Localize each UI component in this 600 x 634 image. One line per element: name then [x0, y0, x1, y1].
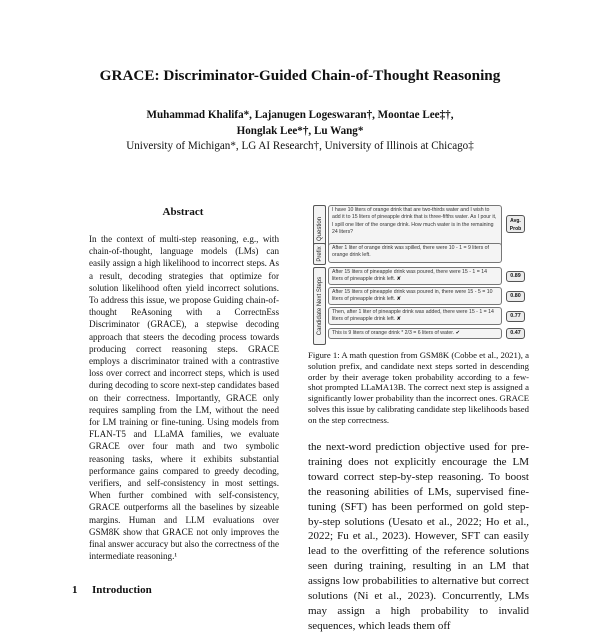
candidate-score-3: 0.77: [506, 311, 525, 322]
section-heading-introduction: [72, 584, 152, 596]
candidate-box-3: [328, 307, 502, 325]
candidate-score-4: 0.47: [506, 328, 525, 339]
question-label: Question: [316, 216, 323, 242]
abstract-text: [89, 233, 279, 562]
abstract-heading: Abstract: [162, 206, 204, 218]
candidate-text-3: Then, after 1 liter of pineapple drink was added, there were 15 - 1 = 14 liters of pineapple drink left.: [332, 309, 494, 323]
correct-mark-icon: ✔: [455, 330, 460, 336]
authors-line-1: Muhammad Khalifa*, Lajanugen Logeswaran†, Moontae Lee‡†,: [146, 109, 454, 121]
question-box: I have 10 liters of orange drink that are two-thirds water and I wish to add it to 15 liters of pineapple drink that is three-fifths water. As I pour it, I spill one liter of the orange drink. How much water is in the remaining 24 liters?: [328, 205, 502, 251]
prefix-tag: [313, 243, 326, 265]
candidate-text-1: After 15 liters of pineapple drink was poured, there were 15 - 1 = 14 liters of pineapple drink left.: [332, 269, 487, 283]
candidate-box-2: [328, 287, 502, 305]
section-title: Introduction: [92, 584, 152, 596]
prefix-label: Prefix: [316, 246, 323, 262]
affiliations: University of Michigan*, LG AI Research†, University of Illinois at Chicago‡: [126, 140, 474, 152]
candidate-box-4: [328, 328, 502, 339]
prefix-box: After 1 liter of orange drink was spilled, there were 10 - 1 = 9 liters of orange drink left.: [328, 243, 502, 263]
incorrect-mark-icon: ✘: [396, 276, 401, 283]
authors-line-2: Honglak Lee*†, Lu Wang*: [236, 124, 364, 137]
section-number: 1: [72, 584, 78, 596]
candidate-score-1: 0.89: [506, 271, 525, 282]
candidates-tag: [313, 267, 326, 345]
body-paragraph: the next-word prediction objective used for pre-training does not explicitly encourage the LM toward correct step-by-step reasoning. To boost the reasoning abilities of LMs, supervised fine-tuning (SFT) has been performed on gold step-by-step solutions (Uesato et al., 2022; Ho et al., 2022; Fu et al., 2023). However, SFT can easily lead to the overfitting of the reference solutions seen during training, resulting in an LM that assigns low probabilities to alternative but correct solutions (Ni et al., 2023). Concurrently, LMs may assign a high probability to invalid sequences, which leads them off: [308, 441, 529, 632]
figure-caption: Figure 1: A math question from GSM8K (Cobbe et al., 2021), a solution prefix, and candidate next steps sorted in descending order by their average token probability according to a few-shot prompted LLaMA13B. The correct next step is assigned a significantly lower probability than the incorrect ones. GRACE solves this issue by calibrating candidate step likelihoods based on the step correctness.: [308, 350, 529, 425]
incorrect-mark-icon: ✘: [396, 316, 401, 323]
body-column-right: [308, 440, 529, 634]
candidates-label: Candidate Next Steps: [316, 276, 323, 336]
candidate-text-4: This is 9 liters of orange drink * 2/3 = 6 liters of water.: [332, 330, 455, 336]
avg-prob-header: Avg. Prob: [506, 215, 525, 233]
candidate-text-2: After 15 liters of pineapple drink was poured in, there were 15 - 5 = 10 liters of pineapple drink left.: [332, 289, 493, 303]
paper-title: GRACE: Discriminator-Guided Chain-of-Thought Reasoning: [99, 67, 501, 84]
abstract-paragraph: In the context of multi-step reasoning, e.g., with chain-of-thought, language models (LMs) can easily assign a high likelihood to incorrect steps. As a result, decoding strategies that optimize for solution likelihood often yield incorrect solutions. To address this issue, we propose Guiding chain-of-thought ReAsoning with a CorrectnEss Discriminator (GRACE), a stepwise decoding approach that steers the decoding process towards producing correct reasoning steps. GRACE employs a discriminator trained with a contrastive loss over correct and incorrect steps, which is used during decoding to score next-step candidates based on their correctness. Importantly, GRACE only requires sampling from the LM, without the need for LM training or fine-tuning. Using models from FLAN-T5 and LLaMA families, we evaluate GRACE over four math and two symbolic reasoning tasks, where it exhibits substantial performance gains compared to greedy decoding, verifiers, and self-consistency in most settings. When further combined with self-consistency, GRACE outperforms all the baselines by sizeable margins. Human and LLM evaluations over GSM8K show that GRACE not only improves the final answer accuracy but also the correctness of the intermediate reasoning.¹: [89, 234, 279, 562]
incorrect-mark-icon: ✘: [396, 296, 401, 303]
candidate-score-2: 0.80: [506, 291, 525, 302]
author-block: [0, 108, 600, 155]
candidate-box-1: [328, 267, 502, 285]
